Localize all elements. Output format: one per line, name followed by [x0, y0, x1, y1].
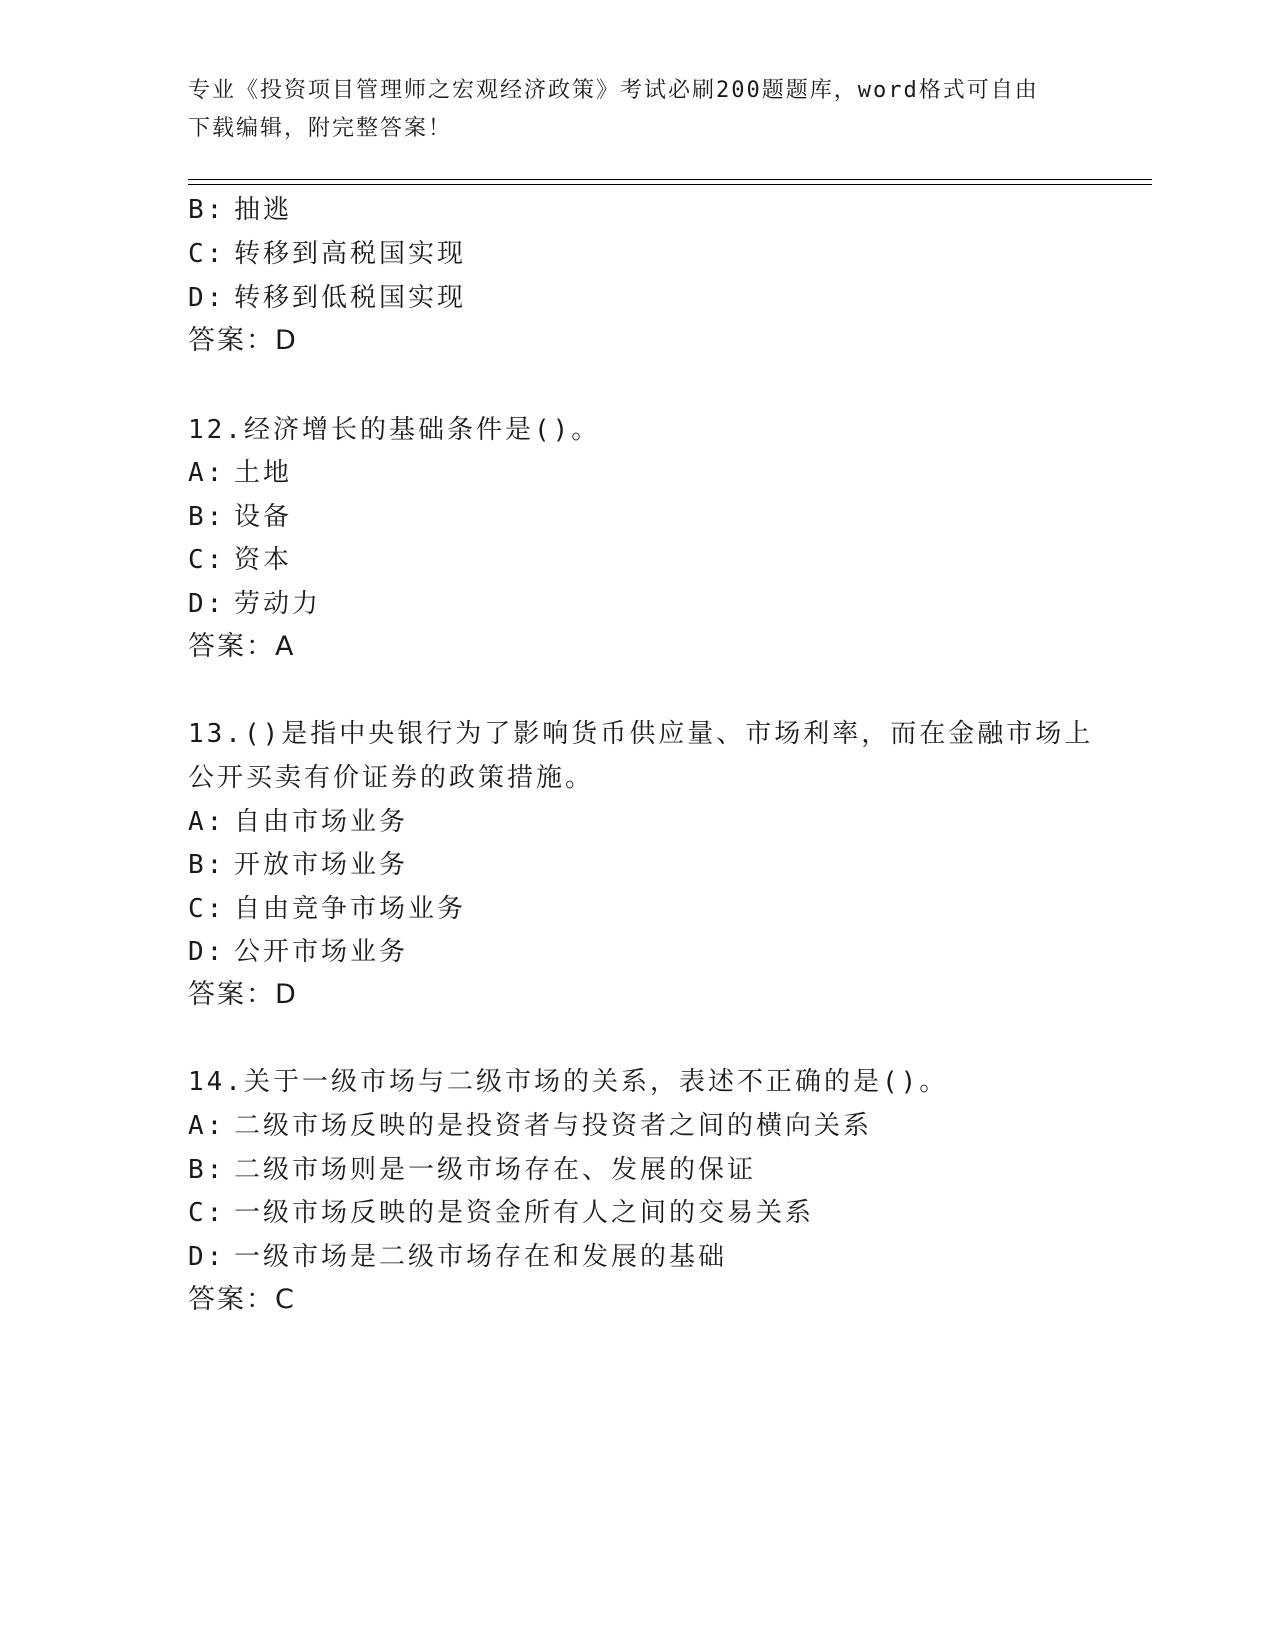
option-text: 一级市场反映的是资金所有人之间的交易关系	[234, 1198, 815, 1228]
option-text: 自由竞争市场业务	[234, 894, 467, 924]
option-letter: C:	[188, 894, 226, 924]
answer-line: 答案：C	[188, 1284, 296, 1315]
option-text: 转移到低税国实现	[234, 283, 467, 313]
question-stem-continued: 公开买卖有价证券的政策措施。	[188, 763, 595, 793]
option-text: 劳动力	[234, 589, 322, 619]
option-row	[188, 237, 466, 271]
option-row	[188, 543, 292, 577]
option-row	[188, 1109, 872, 1143]
option-letter: A:	[188, 458, 226, 488]
option-letter: D:	[188, 283, 226, 313]
document-header	[188, 72, 1088, 148]
option-letter: D:	[188, 589, 226, 619]
option-row	[188, 848, 408, 882]
option-letter: B:	[188, 850, 226, 880]
answer-line: 答案：A	[188, 631, 296, 662]
option-text: 抽逃	[234, 195, 293, 225]
option-text: 自由市场业务	[234, 807, 409, 837]
option-letter: C:	[188, 239, 226, 269]
option-row	[188, 805, 408, 839]
answer-line: 答案：D	[188, 325, 298, 356]
option-text: 资本	[234, 545, 293, 575]
option-row	[188, 1153, 756, 1187]
header-divider-top	[188, 179, 1152, 180]
option-row	[188, 193, 292, 227]
option-row	[188, 456, 292, 490]
option-text: 土地	[234, 458, 293, 488]
answer-line: 答案：D	[188, 979, 298, 1010]
option-letter: C:	[188, 1198, 226, 1228]
option-letter: C:	[188, 545, 226, 575]
header-line-1: 专业《投资项目管理师之宏观经济政策》考试必刷200题题库，word格式可自由	[188, 78, 1039, 103]
header-line-2: 下载编辑，附完整答案！	[188, 116, 453, 141]
option-letter: B:	[188, 195, 226, 225]
option-row	[188, 281, 466, 315]
question-stem: 14.关于一级市场与二级市场的关系，表述不正确的是()。	[188, 1067, 949, 1097]
option-letter: D:	[188, 937, 226, 967]
option-letter: B:	[188, 1155, 226, 1185]
option-row	[188, 1196, 814, 1230]
option-row	[188, 587, 321, 621]
option-row	[188, 935, 408, 969]
option-text: 开放市场业务	[234, 850, 409, 880]
option-text: 一级市场是二级市场存在和发展的基础	[234, 1242, 728, 1272]
option-letter: A:	[188, 1111, 226, 1141]
option-letter: A:	[188, 807, 226, 837]
question-stem: 13.()是指中央银行为了影响货币供应量、市场利率，而在金融市场上	[188, 719, 1094, 749]
question-stem: 12.经济增长的基础条件是()。	[188, 415, 601, 445]
option-text: 转移到高税国实现	[234, 239, 467, 269]
option-row	[188, 500, 292, 534]
option-text: 公开市场业务	[234, 937, 409, 967]
option-text: 设备	[234, 502, 293, 532]
option-text: 二级市场反映的是投资者与投资者之间的横向关系	[234, 1111, 873, 1141]
option-row	[188, 892, 466, 926]
option-row	[188, 1240, 727, 1274]
option-letter: B:	[188, 502, 226, 532]
option-letter: D:	[188, 1242, 226, 1272]
header-divider-bottom	[188, 184, 1152, 185]
option-text: 二级市场则是一级市场存在、发展的保证	[234, 1155, 757, 1185]
